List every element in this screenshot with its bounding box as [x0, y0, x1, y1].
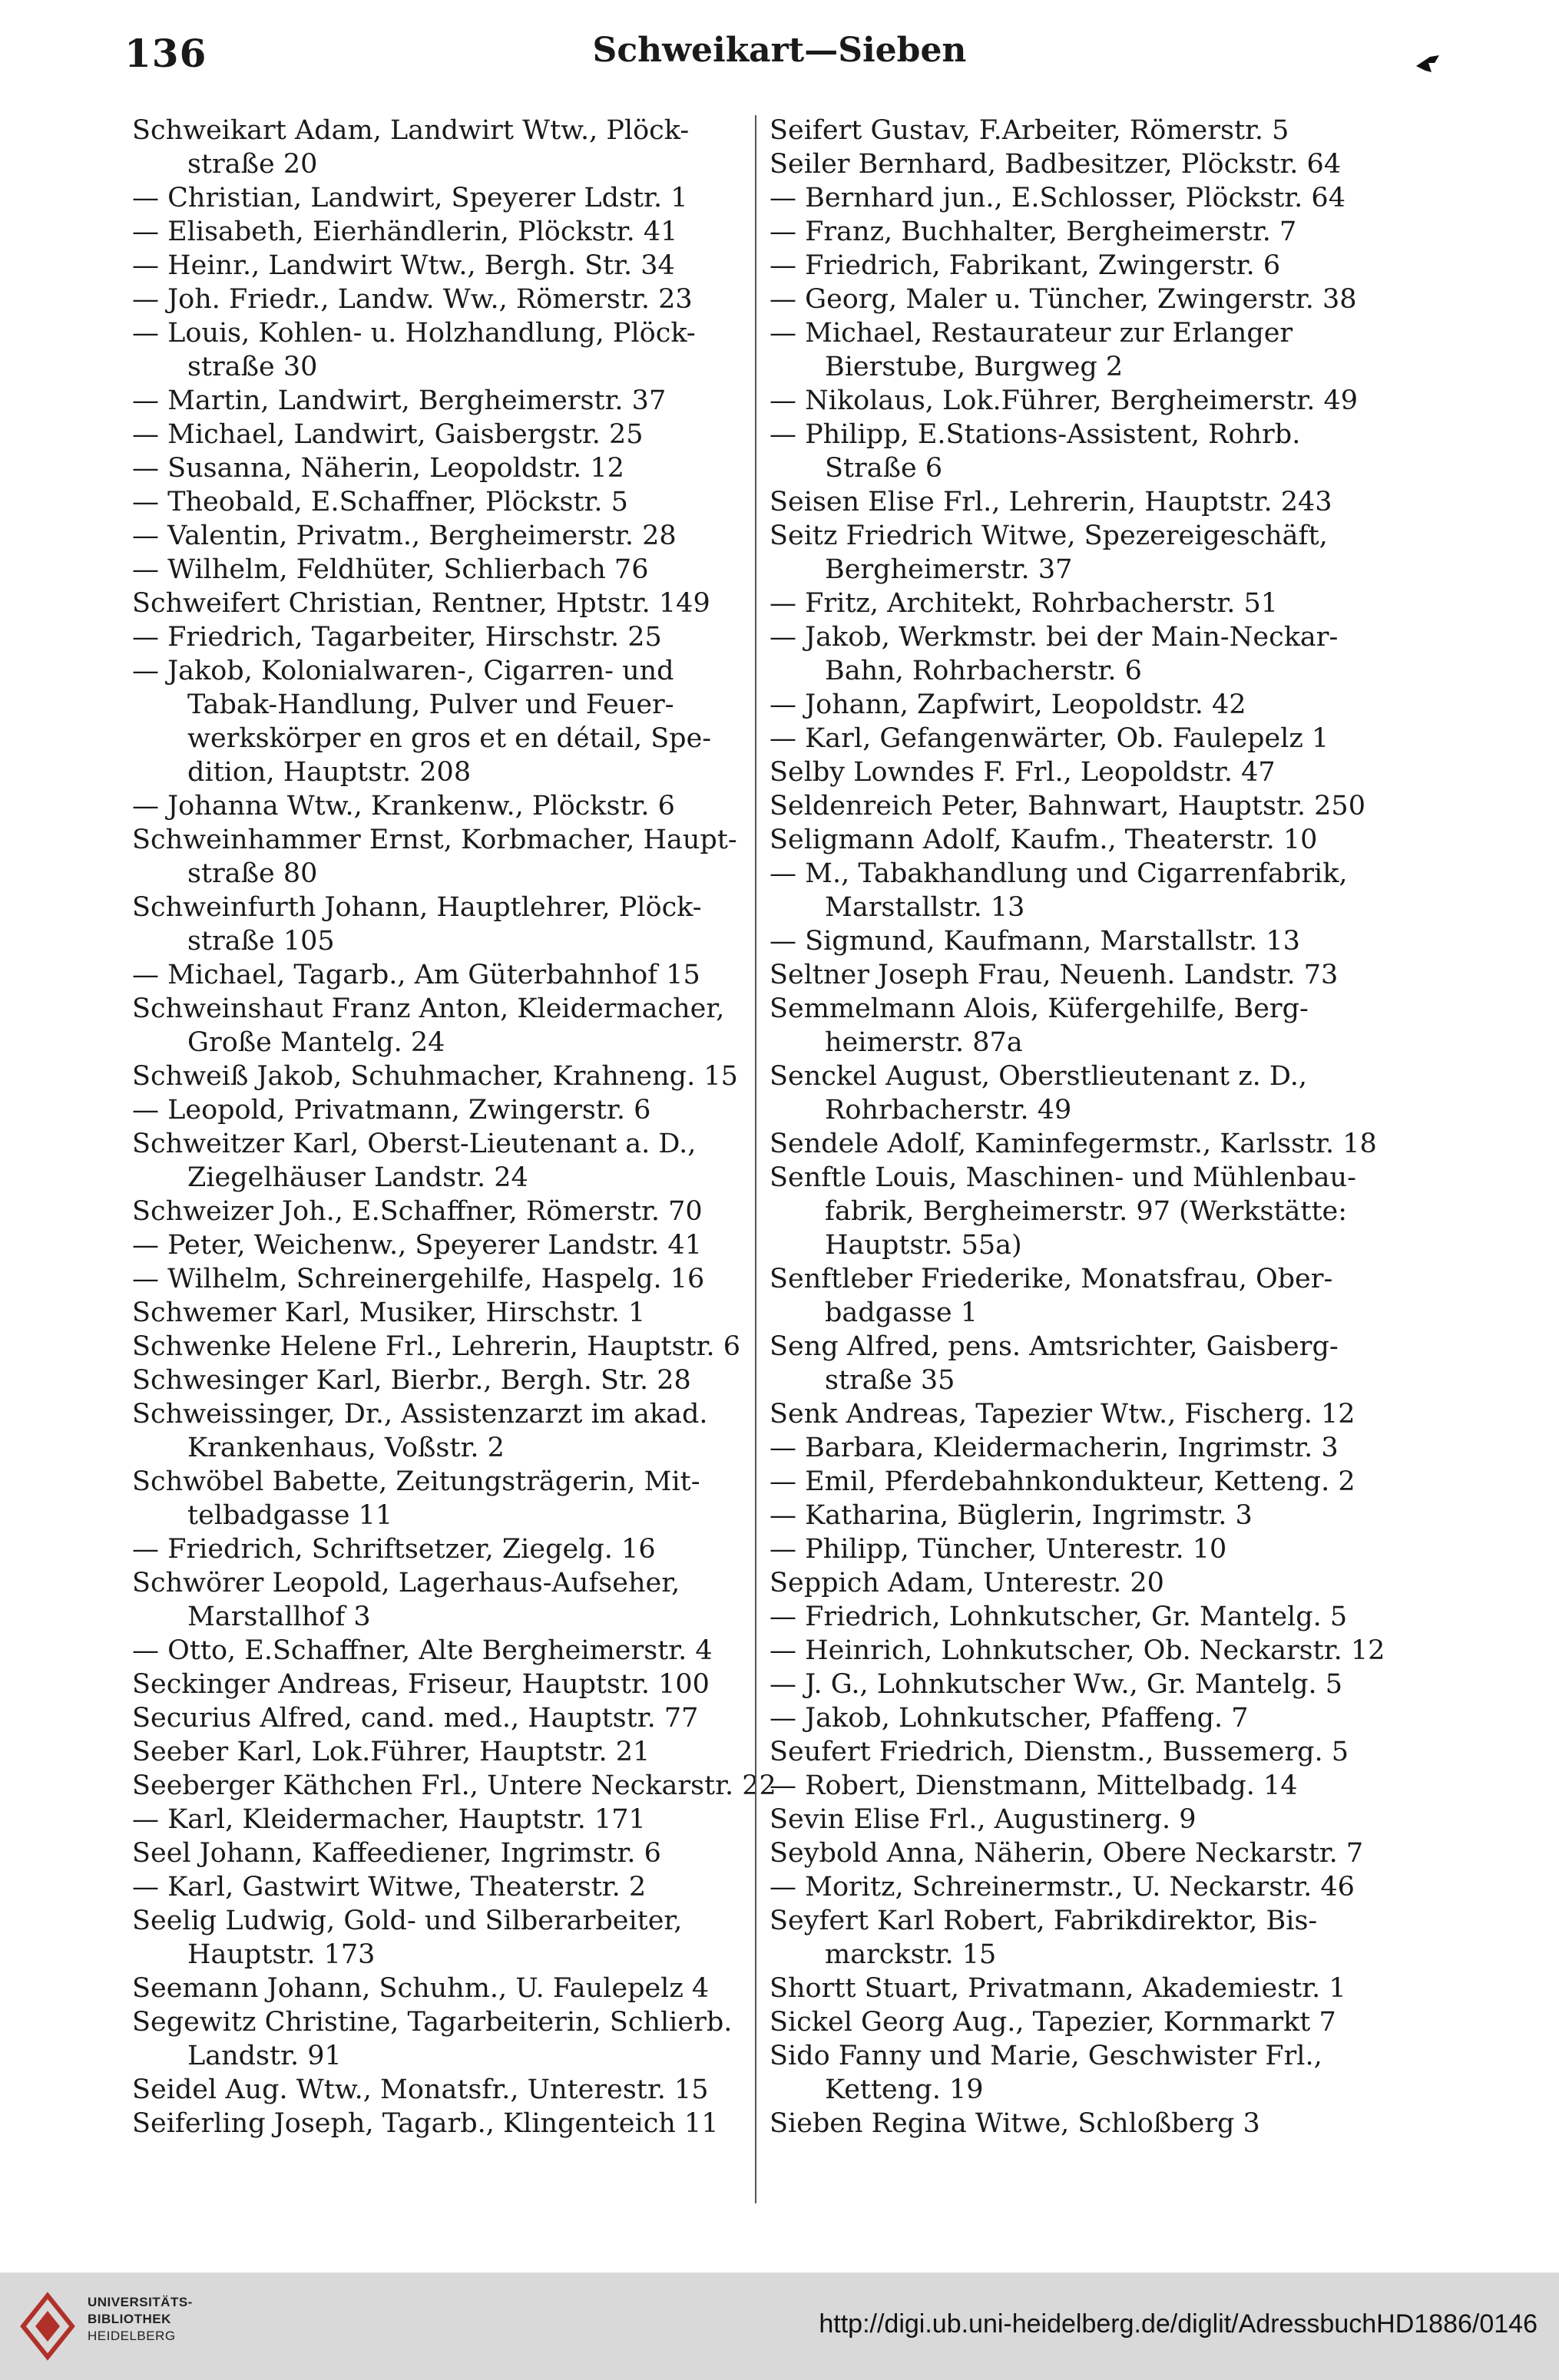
- entry-continuation-line: telbadgasse 11: [187, 1500, 393, 1531]
- directory-entry: [770, 384, 1399, 418]
- directory-entry: [770, 1600, 1399, 1634]
- entry-line: Schweinshaut Franz Anton, Kleidermacher,: [132, 993, 725, 1024]
- entry-line: — Franz, Buchhalter, Bergheimerstr. 7: [770, 217, 1297, 247]
- directory-entry: [132, 1769, 776, 1803]
- entry-continuation-line: dition, Hauptstr. 208: [187, 757, 472, 788]
- directory-entry: [770, 1161, 1399, 1262]
- entry-line: — Susanna, Näherin, Leopoldstr. 12: [132, 453, 624, 484]
- directory-entry: [132, 891, 762, 958]
- entry-line: — Emil, Pferdebahnkondukteur, Ketteng. 2: [770, 1466, 1355, 1497]
- entry-line: — Friedrich, Fabrikant, Zwingerstr. 6: [770, 250, 1281, 281]
- entry-line: Schweinfurth Johann, Hauptlehrer, Plöck-: [132, 892, 702, 923]
- directory-entry: [770, 688, 1399, 722]
- directory-entry: [770, 1701, 1399, 1735]
- directory-entry: [770, 1059, 1399, 1127]
- directory-entry: [132, 215, 762, 249]
- directory-entry: [770, 620, 1399, 688]
- directory-entry: [770, 992, 1399, 1059]
- entry-line: — Michael, Restaurateur zur Erlanger: [770, 318, 1293, 349]
- entry-line: Sickel Georg Aug., Tapezier, Kornmarkt 7: [770, 2007, 1336, 2038]
- entry-line: — Jakob, Kolonialwaren-, Cigarren- und: [132, 656, 674, 686]
- directory-entry: [132, 587, 762, 620]
- directory-entry: [770, 958, 1399, 992]
- entry-line: Segewitz Christine, Tagarbeiterin, Schlierb.: [132, 2007, 733, 2038]
- directory-entry: [132, 1465, 762, 1532]
- entry-line: Schwörer Leopold, Lagerhaus-Aufseher,: [132, 1568, 680, 1598]
- running-head: Schweikart—Sieben: [592, 31, 967, 70]
- directory-entry: [770, 418, 1399, 485]
- right-column: [770, 114, 1399, 2140]
- directory-entry: [132, 485, 762, 519]
- entry-line: — Philipp, E.Stations-Assistent, Rohrb.: [770, 419, 1301, 450]
- entry-line: — Sigmund, Kaufmann, Marstallstr. 13: [770, 926, 1300, 957]
- directory-entry: [770, 1634, 1399, 1668]
- entry-line: Schweinhammer Ernst, Korbmacher, Haupt-: [132, 825, 737, 855]
- directory-entry: [132, 316, 762, 384]
- column-divider: [755, 115, 756, 2203]
- entry-line: Seiferling Joseph, Tagarb., Klingenteich 11: [132, 2108, 719, 2139]
- directory-entry: [770, 1499, 1399, 1532]
- entry-continuation-line: straße 20: [187, 149, 318, 180]
- directory-entry: [132, 1836, 762, 1870]
- left-column: [132, 114, 776, 2140]
- directory-entry: [132, 1634, 762, 1668]
- directory-entry: [132, 1093, 762, 1127]
- directory-entry: [770, 1769, 1399, 1803]
- entry-continuation-line: Ziegelhäuser Landstr. 24: [187, 1162, 528, 1193]
- entry-line: — Valentin, Privatm., Bergheimerstr. 28: [132, 521, 677, 551]
- entry-line: Seligmann Adolf, Kaufm., Theaterstr. 10: [770, 825, 1318, 855]
- directory-entry: [770, 789, 1399, 823]
- directory-entry: [132, 992, 762, 1059]
- entry-line: Schweikart Adam, Landwirt Wtw., Plöck-: [132, 115, 690, 146]
- library-name: [88, 2294, 193, 2345]
- entry-line: — Robert, Dienstmann, Mittelbadg. 14: [770, 1770, 1298, 1801]
- entry-continuation-line: Marstallstr. 13: [825, 892, 1025, 923]
- entry-line: Seelig Ludwig, Gold- und Silberarbeiter,: [132, 1906, 683, 1936]
- directory-entry: [770, 181, 1399, 215]
- entry-line: — Michael, Tagarb., Am Güterbahnhof 15: [132, 960, 700, 990]
- entry-continuation-line: Krankenhaus, Voßstr. 2: [187, 1433, 505, 1463]
- entry-continuation-line: Hauptstr. 173: [187, 1939, 376, 1970]
- directory-entry: [132, 958, 762, 992]
- directory-entry: [132, 1195, 762, 1228]
- directory-entry: [770, 857, 1399, 924]
- directory-entry: [770, 1870, 1399, 1904]
- entry-continuation-line: Ketteng. 19: [825, 2074, 984, 2105]
- directory-entry: [132, 1701, 762, 1735]
- entry-line: — Nikolaus, Lok.Führer, Bergheimerstr. 49: [770, 385, 1358, 416]
- university-library-logo-icon: [15, 2288, 80, 2365]
- entry-line: Seifert Gustav, F.Arbeiter, Römerstr. 5: [770, 115, 1289, 146]
- directory-entry: [132, 1262, 762, 1296]
- entry-line: — Louis, Kohlen- u. Holzhandlung, Plöck-: [132, 318, 696, 349]
- directory-entry: [770, 722, 1399, 755]
- entry-continuation-line: Rohrbacherstr. 49: [825, 1095, 1072, 1126]
- directory-entry: [132, 1972, 762, 2005]
- directory-entry: [132, 384, 762, 418]
- entry-continuation-line: marckstr. 15: [825, 1939, 997, 1970]
- directory-entry: [132, 1668, 762, 1701]
- directory-entry: [132, 249, 762, 283]
- entry-line: Seyfert Karl Robert, Fabrikdirektor, Bis-: [770, 1906, 1318, 1936]
- directory-entry: [132, 620, 762, 654]
- entry-line: Seemann Johann, Schuhm., U. Faulepelz 4: [132, 1973, 710, 2004]
- entry-line: Seldenreich Peter, Bahnwart, Hauptstr. 250: [770, 791, 1365, 821]
- directory-entry: [770, 1803, 1399, 1836]
- entry-line: — Wilhelm, Feldhüter, Schlierbach 76: [132, 554, 649, 585]
- entry-line: — Friedrich, Lohnkutscher, Gr. Mantelg. 5: [770, 1602, 1348, 1632]
- entry-line: — Bernhard jun., E.Schlosser, Plöckstr. 64: [770, 183, 1346, 213]
- directory-entry: [132, 1904, 762, 1972]
- entry-line: — Friedrich, Schriftsetzer, Ziegelg. 16: [132, 1534, 656, 1565]
- entry-line: — Elisabeth, Eierhändlerin, Plöckstr. 41: [132, 217, 678, 247]
- entry-continuation-line: straße 105: [187, 926, 335, 957]
- directory-entry: [770, 147, 1399, 181]
- entry-continuation-line: werkskörper en gros et en détail, Spe-: [187, 723, 712, 754]
- directory-entry: [132, 1364, 762, 1397]
- entry-line: Senk Andreas, Tapezier Wtw., Fischerg. 12: [770, 1399, 1355, 1430]
- directory-entry: [132, 823, 762, 891]
- directory-entry: [132, 1330, 762, 1364]
- footer-bar: [0, 2273, 1559, 2380]
- entry-line: — Johann, Zapfwirt, Leopoldstr. 42: [770, 689, 1246, 720]
- entry-line: — Moritz, Schreinermstr., U. Neckarstr. 46: [770, 1872, 1355, 1902]
- directory-entry: [770, 1972, 1399, 2005]
- directory-entry: [770, 1330, 1399, 1397]
- directory-entry: [770, 519, 1399, 587]
- entry-line: — Leopold, Privatmann, Zwingerstr. 6: [132, 1095, 651, 1126]
- entry-line: — Heinr., Landwirt Wtw., Bergh. Str. 34: [132, 250, 675, 281]
- library-name-line1: UNIVERSITÄTS-: [88, 2295, 193, 2309]
- directory-entry: [132, 1059, 762, 1093]
- directory-entry: [132, 418, 762, 451]
- entry-line: Seckinger Andreas, Friseur, Hauptstr. 100: [132, 1669, 710, 1700]
- directory-entry: [770, 823, 1399, 857]
- entry-line: Schweifert Christian, Rentner, Hptstr. 149: [132, 588, 710, 619]
- directory-entry: [770, 1836, 1399, 1870]
- entry-line: — Peter, Weichenw., Speyerer Landstr. 41: [132, 1230, 702, 1261]
- directory-entry: [770, 755, 1399, 789]
- entry-line: Schwemer Karl, Musiker, Hirschstr. 1: [132, 1297, 646, 1328]
- directory-entry: [132, 789, 762, 823]
- entry-line: — Friedrich, Tagarbeiter, Hirschstr. 25: [132, 622, 662, 653]
- directory-entry: [132, 283, 762, 316]
- entry-line: — Otto, E.Schaffner, Alte Bergheimerstr. 4: [132, 1635, 713, 1666]
- directory-entry: [770, 1532, 1399, 1566]
- entry-line: Schweissinger, Dr., Assistenzarzt im akad.: [132, 1399, 708, 1430]
- entry-line: — Philipp, Tüncher, Unterestr. 10: [770, 1534, 1227, 1565]
- directory-entry: [132, 1735, 762, 1769]
- hand-pointer-icon: [1415, 52, 1441, 75]
- directory-entry: [770, 587, 1399, 620]
- entry-line: Senckel August, Oberstlieutenant z. D.,: [770, 1061, 1307, 1092]
- entry-line: Shortt Stuart, Privatmann, Akademiestr. 1: [770, 1973, 1346, 2004]
- entry-line: Schweitzer Karl, Oberst-Lieutenant a. D.,: [132, 1129, 697, 1159]
- directory-entry: [770, 1127, 1399, 1161]
- entry-line: Sieben Regina Witwe, Schloßberg 3: [770, 2108, 1260, 2139]
- entry-line: Schwesinger Karl, Bierbr., Bergh. Str. 28: [132, 1365, 691, 1396]
- entry-line: — Karl, Gastwirt Witwe, Theaterstr. 2: [132, 1872, 647, 1902]
- directory-entry: [132, 1566, 762, 1634]
- directory-entry: [132, 114, 762, 181]
- entry-continuation-line: Große Mantelg. 24: [187, 1027, 445, 1058]
- entry-continuation-line: Bierstube, Burgweg 2: [825, 352, 1124, 382]
- directory-entry: [770, 1904, 1399, 1972]
- entry-line: Seng Alfred, pens. Amtsrichter, Gaisberg-: [770, 1331, 1339, 1362]
- directory-entry: [132, 553, 762, 587]
- directory-entry: [770, 215, 1399, 249]
- directory-entry: [132, 2005, 762, 2073]
- source-url-link[interactable]: http://digi.ub.uni-heidelberg.de/diglit/AdressbuchHD1886/0146: [819, 2309, 1537, 2339]
- entry-line: Seufert Friedrich, Dienstm., Bussemerg. 5: [770, 1737, 1349, 1767]
- directory-entry: [132, 1870, 762, 1904]
- entry-line: — J. G., Lohnkutscher Ww., Gr. Mantelg. 5: [770, 1669, 1343, 1700]
- directory-entry: [770, 1465, 1399, 1499]
- entry-line: Schwöbel Babette, Zeitungsträgerin, Mit-: [132, 1466, 700, 1497]
- entry-continuation-line: Marstallhof 3: [187, 1602, 371, 1632]
- directory-entry: [770, 249, 1399, 283]
- directory-entry: [132, 1803, 762, 1836]
- entry-continuation-line: Hauptstr. 55a): [825, 1230, 1022, 1261]
- directory-entry: [770, 1431, 1399, 1465]
- entry-line: Sendele Adolf, Kaminfegermstr., Karlsstr. 18: [770, 1129, 1377, 1159]
- entry-line: Sevin Elise Frl., Augustinerg. 9: [770, 1804, 1197, 1835]
- directory-entry: [770, 316, 1399, 384]
- entry-line: Securius Alfred, cand. med., Hauptstr. 77: [132, 1703, 699, 1734]
- entry-line: Sido Fanny und Marie, Geschwister Frl.,: [770, 2041, 1322, 2071]
- entry-line: Schweizer Joh., E.Schaffner, Römerstr. 70: [132, 1196, 703, 1227]
- directory-entry: [770, 283, 1399, 316]
- entry-line: — Joh. Friedr., Landw. Ww., Römerstr. 23: [132, 284, 693, 315]
- entry-continuation-line: Tabak-Handlung, Pulver und Feuer-: [187, 689, 674, 720]
- entry-line: Seiler Bernhard, Badbesitzer, Plöckstr. 64: [770, 149, 1342, 180]
- entry-continuation-line: Landstr. 91: [187, 2041, 342, 2071]
- entry-line: Seitz Friedrich Witwe, Spezereigeschäft,: [770, 521, 1328, 551]
- directory-entry: [132, 654, 762, 789]
- entry-line: Seel Johann, Kaffeediener, Ingrimstr. 6: [132, 1838, 661, 1869]
- entry-line: — Jakob, Lohnkutscher, Pfaffeng. 7: [770, 1703, 1249, 1734]
- entry-line: — Barbara, Kleidermacherin, Ingrimstr. 3: [770, 1433, 1339, 1463]
- entry-line: Senftle Louis, Maschinen- und Mühlenbau-: [770, 1162, 1356, 1193]
- entry-line: — Martin, Landwirt, Bergheimerstr. 37: [132, 385, 667, 416]
- directory-entry: [770, 2039, 1399, 2107]
- entry-line: — Fritz, Architekt, Rohrbacherstr. 51: [770, 588, 1278, 619]
- entry-line: Schweiß Jakob, Schuhmacher, Krahneng. 15: [132, 1061, 738, 1092]
- entry-line: Semmelmann Alois, Küfergehilfe, Berg-: [770, 993, 1309, 1024]
- library-name-line3: HEIDELBERG: [88, 2329, 176, 2343]
- entry-line: Seeberger Käthchen Frl., Untere Neckarstr. 22: [132, 1770, 776, 1801]
- entry-line: Seeber Karl, Lok.Führer, Hauptstr. 21: [132, 1737, 650, 1767]
- directory-entry: [770, 1735, 1399, 1769]
- directory-entry: [132, 1397, 762, 1465]
- directory-entry: [132, 2073, 762, 2107]
- entry-line: — Theobald, E.Schaffner, Plöckstr. 5: [132, 487, 628, 517]
- entry-continuation-line: Bergheimerstr. 37: [825, 554, 1073, 585]
- entry-line: — Katharina, Büglerin, Ingrimstr. 3: [770, 1500, 1253, 1531]
- entry-continuation-line: straße 35: [825, 1365, 955, 1396]
- entry-line: — Michael, Landwirt, Gaisbergstr. 25: [132, 419, 644, 450]
- library-name-line2: BIBLIOTHEK: [88, 2312, 171, 2326]
- directory-entry: [132, 1127, 762, 1195]
- entry-line: Senftleber Friederike, Monatsfrau, Ober-: [770, 1264, 1333, 1294]
- entry-line: — Jakob, Werkmstr. bei der Main-Neckar-: [770, 622, 1339, 653]
- directory-entry: [770, 2005, 1399, 2039]
- page-number: 136: [124, 31, 207, 76]
- entry-line: Seidel Aug. Wtw., Monatsfr., Unterestr. 15: [132, 2074, 709, 2105]
- directory-entry: [770, 1397, 1399, 1431]
- entry-line: — Karl, Kleidermacher, Hauptstr. 171: [132, 1804, 646, 1835]
- entry-line: — Christian, Landwirt, Speyerer Ldstr. 1: [132, 183, 688, 213]
- directory-entry: [132, 1296, 762, 1330]
- directory-entry: [132, 451, 762, 485]
- directory-entry: [132, 181, 762, 215]
- entry-line: Seltner Joseph Frau, Neuenh. Landstr. 73: [770, 960, 1339, 990]
- directory-entry: [770, 114, 1399, 147]
- entry-line: — Johanna Wtw., Krankenw., Plöckstr. 6: [132, 791, 675, 821]
- entry-line: Seisen Elise Frl., Lehrerin, Hauptstr. 243: [770, 487, 1332, 517]
- entry-line: — Heinrich, Lohnkutscher, Ob. Neckarstr. 12: [770, 1635, 1385, 1666]
- directory-entry: [132, 2107, 762, 2140]
- entry-line: Seppich Adam, Unterestr. 20: [770, 1568, 1164, 1598]
- directory-entry: [132, 519, 762, 553]
- directory-entry: [770, 924, 1399, 958]
- entry-continuation-line: straße 80: [187, 858, 318, 889]
- directory-entry: [132, 1532, 762, 1566]
- directory-entry: [770, 1262, 1399, 1330]
- entry-continuation-line: straße 30: [187, 352, 318, 382]
- directory-entry: [770, 2107, 1399, 2140]
- entry-line: Schwenke Helene Frl., Lehrerin, Hauptstr. 6: [132, 1331, 740, 1362]
- entry-line: Selby Lowndes F. Frl., Leopoldstr. 47: [770, 757, 1276, 788]
- directory-entry: [770, 1668, 1399, 1701]
- entry-line: Seybold Anna, Näherin, Obere Neckarstr. 7: [770, 1838, 1364, 1869]
- entry-continuation-line: badgasse 1: [825, 1297, 978, 1328]
- entry-line: — Karl, Gefangenwärter, Ob. Faulepelz 1: [770, 723, 1329, 754]
- entry-continuation-line: Straße 6: [825, 453, 943, 484]
- entry-line: — M., Tabakhandlung und Cigarrenfabrik,: [770, 858, 1348, 889]
- directory-entry: [770, 1566, 1399, 1600]
- entry-line: — Wilhelm, Schreinergehilfe, Haspelg. 16: [132, 1264, 705, 1294]
- directory-entry: [770, 485, 1399, 519]
- entry-continuation-line: fabrik, Bergheimerstr. 97 (Werkstätte:: [825, 1196, 1348, 1227]
- entry-continuation-line: Bahn, Rohrbacherstr. 6: [825, 656, 1142, 686]
- directory-entry: [132, 1228, 762, 1262]
- entry-continuation-line: heimerstr. 87a: [825, 1027, 1023, 1058]
- entry-line: — Georg, Maler u. Tüncher, Zwingerstr. 38: [770, 284, 1357, 315]
